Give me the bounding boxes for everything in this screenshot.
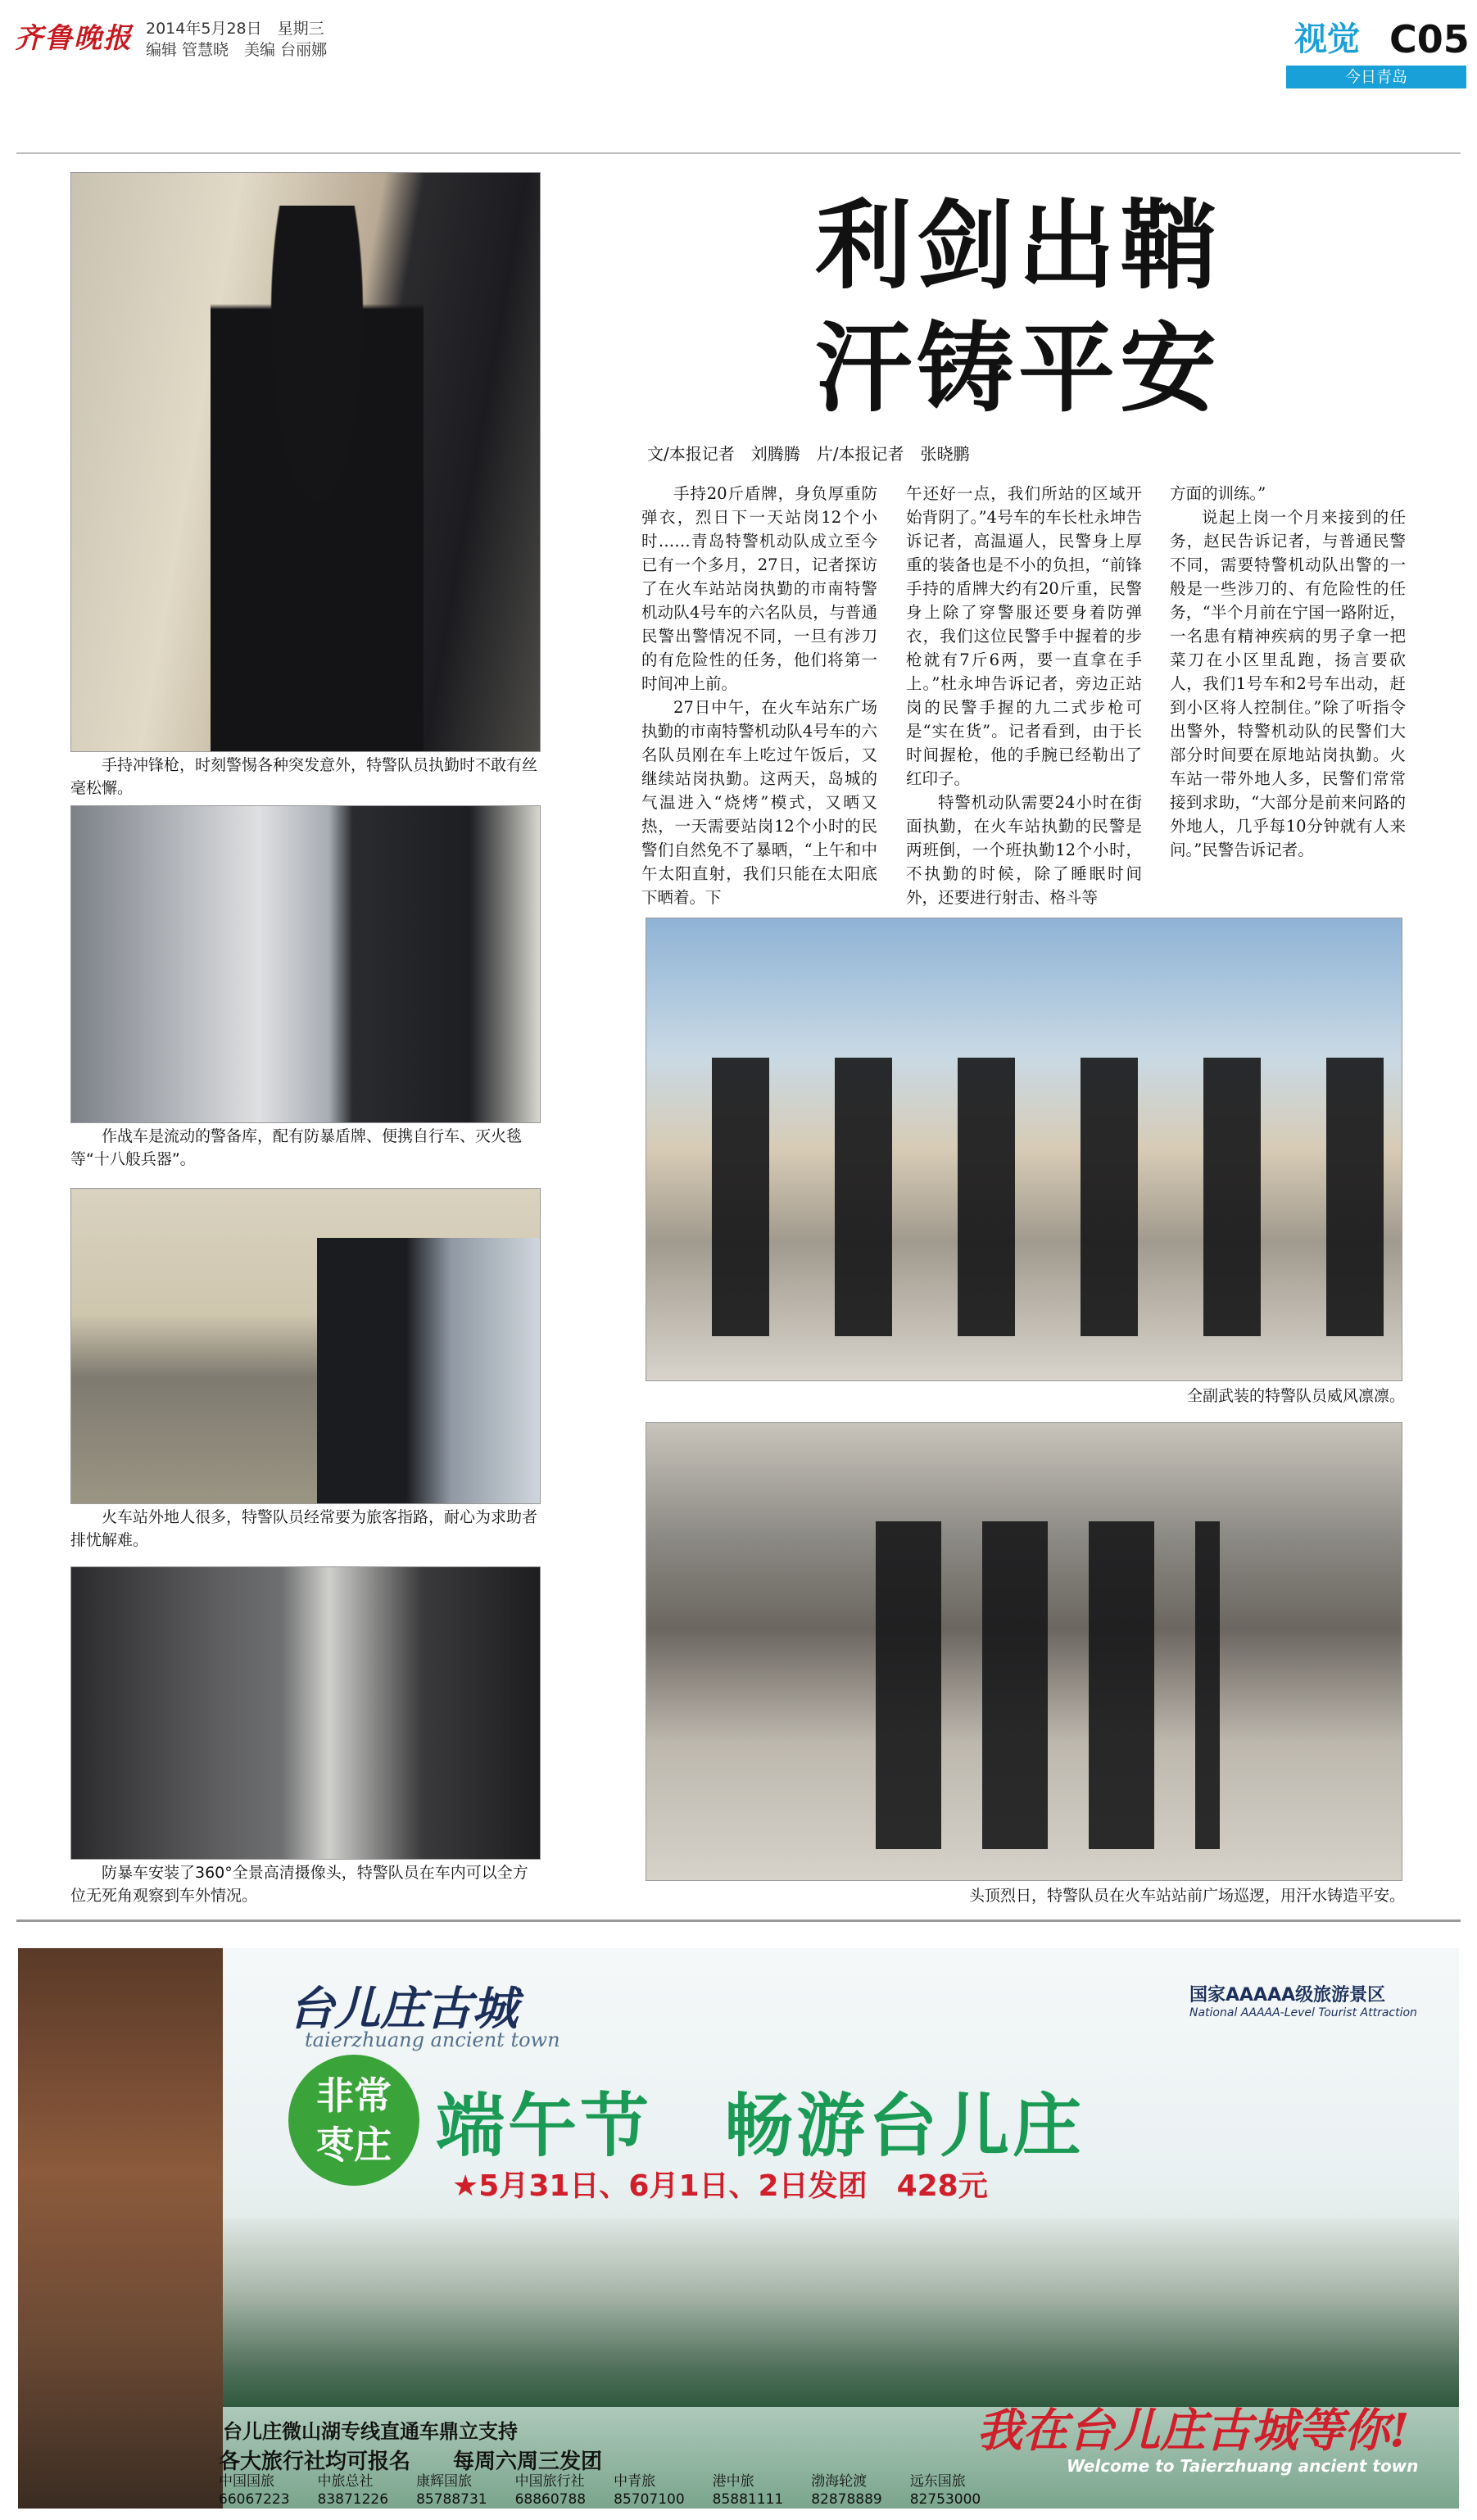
agency-item: 渤海轮渡 82878889: [811, 2473, 882, 2508]
article-paragraph: 27日中午，在火车站东广场执勤的市南特警机动队4号车的六名队员刚在车上吃过午饭后，又继续站岗执勤。这两天，岛城的气温进入“烧烤”模式，又晒又热，一天需要站岗12个小时的民警们自然免不了暴晒，“上午和中午太阳直射，我们只能在太阳底下晒着。下: [641, 698, 877, 907]
ad-slogan-en: Welcome to Taierzhuang ancient town: [1067, 2456, 1419, 2476]
article-paragraph: 说起上岗一个月来接到的任务，赵民告诉记者，与普通民警不同，需要特警机动队出警的一般是一些涉刀的、有危险性的任务，“半个月前在宁国一路附近，一名患有精神疾病的男子拿一把菜刀在小区里乱跑，扬言要砍人，我们1号车和2号车出动，赶到小区将人控制住。”除了听指令出警外，特警机动队的民警们大部分时间要在原地站岗执勤。火车站一带外地人多，民警们常常接到求助，“大部分是前来问路的外地人，几乎每10分钟就有人来问。”民警告诉记者。: [1170, 508, 1406, 859]
headline: [815, 184, 1274, 430]
ad-building-image: [18, 1948, 223, 2509]
badge-cn: 国家AAAAA级旅游景区: [1189, 1985, 1386, 2006]
photo-inside-vehicle: [70, 1566, 541, 1860]
agency-item: 康辉国旅 85788731: [416, 2473, 487, 2508]
agency-item: 中青旅 85707100: [614, 2473, 685, 2508]
ad-slogan: 我在台儿庄古城等你!: [976, 2404, 1410, 2458]
subsection-banner: 今日青岛: [1286, 66, 1466, 88]
photo-armed-team: [646, 918, 1402, 1381]
editor-credits: 编辑 管慧晓 美编 台丽娜: [146, 41, 328, 59]
ad-logo: 台儿庄古城: [288, 1982, 518, 2036]
caption-photo4: 防暴车安装了360°全景高清摄像头，特警队员在车内可以全方位无死角观察到车外情况。: [70, 1864, 528, 1905]
ad-rating-badge: [1189, 1981, 1435, 2019]
masthead-info: [146, 18, 490, 61]
caption-photo5: 全副武装的特警队员威风凛凛。: [1186, 1387, 1405, 1405]
ad-divider: [16, 1919, 1461, 1922]
article-paragraph: 方面的训练。”: [1170, 484, 1266, 503]
agency-item: 港中旅 85881111: [712, 2473, 784, 2508]
tourism-advertisement: [18, 1948, 1459, 2509]
article-col-2: [906, 482, 1142, 909]
agency-item: 中国旅行社 68860788: [514, 2473, 587, 2508]
article-col-3: [1170, 482, 1406, 862]
ad-town-image: [223, 2219, 1459, 2407]
agency-item: 远东国旅 82753000: [909, 2473, 981, 2508]
headline-line1: 利剑出鞘: [815, 188, 1222, 302]
caption-photo6: 头顶烈日，特警队员在火车站站前广场巡逻，用汗水铸造平安。: [968, 1887, 1405, 1905]
page-number: C05: [1389, 17, 1470, 61]
agency-item: 中旅总社 83871226: [317, 2473, 389, 2508]
ad-dates-price: ★5月31日、6月1日、2日发团 428元: [452, 2169, 988, 2203]
photo-giving-directions: [70, 1188, 541, 1504]
badge-en: National AAAAA-Level Tourist Attraction: [1189, 2006, 1417, 2019]
ad-signup-line: 各大旅行社均可报名 每周六周三发团: [219, 2450, 603, 2474]
photo-patrol-plaza: [646, 1422, 1402, 1881]
ad-logo-sub: taierzhuang ancient town: [305, 2028, 560, 2051]
article-paragraph: 手持20斤盾牌，身负厚重防弹衣，烈日下一天站岗12个小时……青岛特警机动队成立至今已有一个多月，27日，记者探访了在火车站站岗执勤的市南特警机动队4号车的六名队员，与普通民警出警情况不同，一旦有涉刀的有危险性的任务，他们将第一时间冲上前。: [641, 484, 877, 693]
ad-agency-list: [219, 2472, 981, 2509]
article-col-1: [641, 482, 877, 909]
photo-equipment-vehicle: [70, 805, 541, 1123]
byline: 文/本报记者 刘腾腾 片/本报记者 张晓鹏: [647, 444, 970, 464]
ad-circle-badge: [288, 2055, 419, 2186]
agency-item: 中国国旅 66067223: [219, 2473, 290, 2508]
circle-line2: 枣庄: [316, 2123, 392, 2167]
caption-photo2: 作战车是流动的警备库，配有防暴盾牌、便携自行车、灭火毯等“十八般兵器”。: [70, 1127, 523, 1168]
photo-rifle-officer: [70, 172, 541, 752]
headline-line2: 汗铸平安: [815, 311, 1222, 425]
article-paragraph: 午还好一点，我们所站的区域开始背阴了。”4号车的车长杜永坤告诉记者，高温逼人，民警身上厚重的装备也是不小的负担，“前锋手持的盾牌大约有20斤重，民警身上除了穿警服还要身着防弹衣，我们这位民警手中握着的步枪就有7斤6两，要一直拿在手上。”杜永坤告诉记者，旁边正站岗的民警手握的九二式步枪可是“实在货”。记者看到，由于长时间握枪，他的手腕已经勒出了红印子。: [906, 484, 1142, 788]
circle-line1: 非常: [316, 2074, 392, 2118]
header-divider: [16, 152, 1461, 154]
caption-photo1: 手持冲锋枪，时刻警惕各种突发意外，特警队员执勤时不敢有丝毫松懈。: [70, 756, 538, 797]
section-name: 视觉: [1294, 20, 1360, 58]
ad-support-line: 台儿庄微山湖专线直通车鼎立支持: [223, 2420, 518, 2443]
newspaper-logo: 齐鲁晚报: [15, 22, 133, 55]
article-paragraph: 特警机动队需要24小时在街面执勤，在火车站执勤的民警是两班倒，一个班执勤12个小时，不执勤的时候，除了睡眠时间外，还要进行射击、格斗等: [906, 793, 1142, 907]
caption-photo3: 火车站外地人很多，特警队员经常要为旅客指路，耐心为求助者排忧解难。: [70, 1508, 538, 1549]
ad-title: 端午节 畅游台儿庄: [436, 2085, 1085, 2166]
issue-date: 2014年5月28日 星期三: [146, 20, 324, 38]
